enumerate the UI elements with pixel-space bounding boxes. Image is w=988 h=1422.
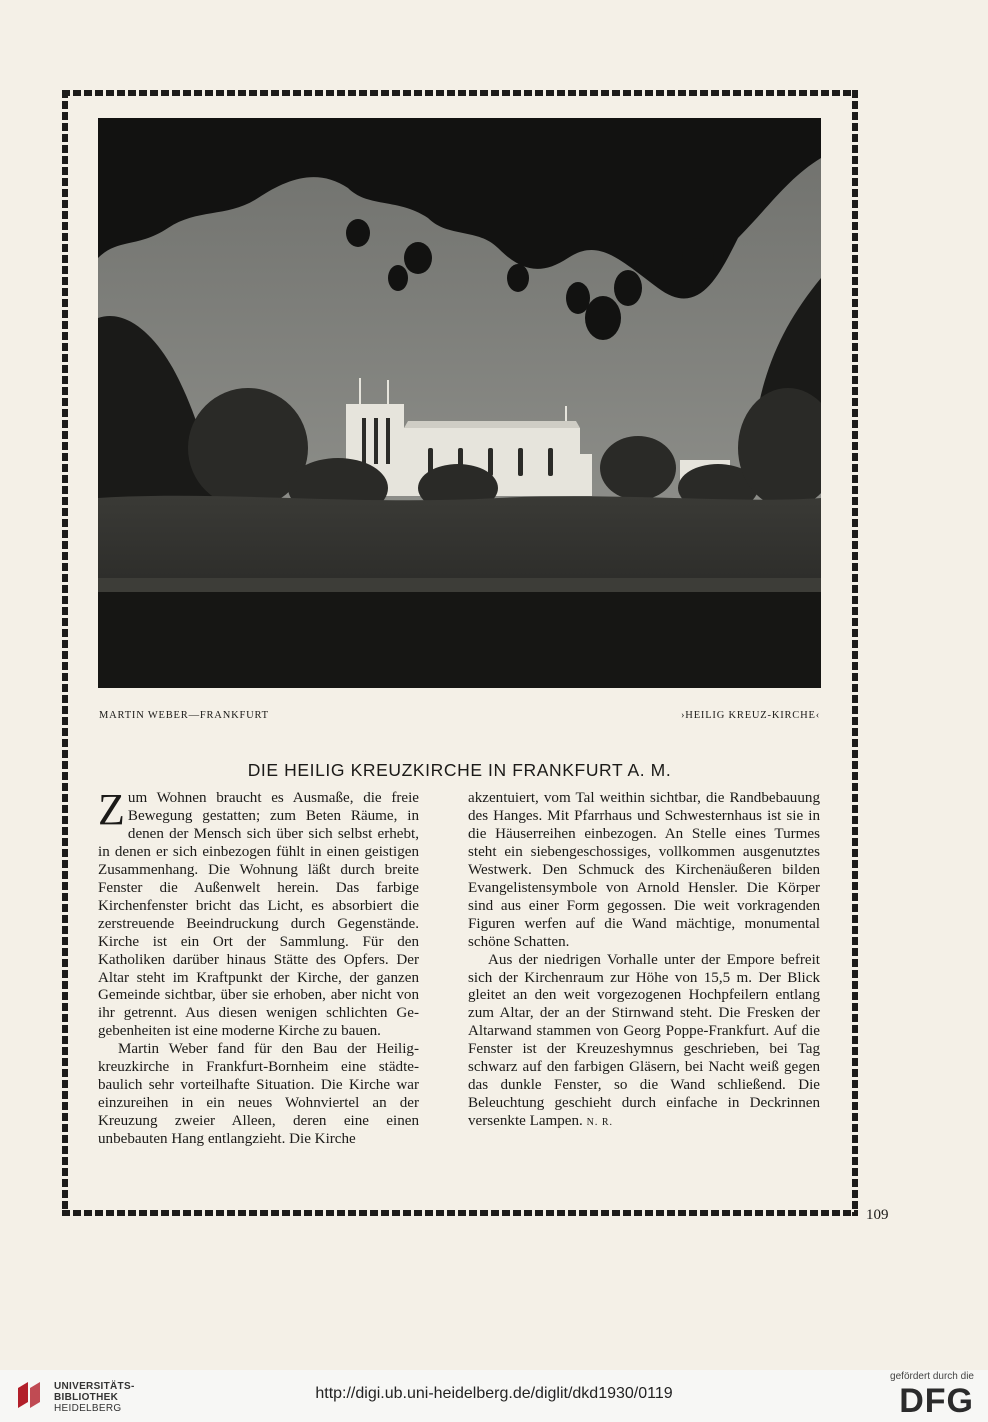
paragraph-text: Aus der niedrigen Vorhalle unter der Empore befreit sich der Kirchenraum zur Höhe von 15,5 m. Der Blick gleitet an den weit vorgezogenen Hochpfeilern entlang zum Altar, der an der Stirnwand steht. Die Fresken der Altarwand stammen von Georg Poppe-Frankfurt. Auf die Fenster ist der Kreuzeshymnus geschrieben, bei Tag schwarz auf den farbigen Gläsern, bei Nacht weiß gegen das dunkle Fenster, so die Wand schließend. Die Beleuchtung geschieht durch einfache in Deckrinnen versenkte Lampen. [468,951,820,1130]
decorative-border-top [62,90,858,96]
article-column-left [98,785,419,1149]
church-photograph [98,118,821,688]
institution-line: UNIVERSITÄTS- [54,1381,135,1392]
photo-caption-photographer: MARTIN WEBER—FRANKFURT [99,710,269,721]
paragraph: Martin Weber fand für den Bau der Heiligkreuzkirche in Frankfurt-Bornheim eine städtebaulich sehr vorteilhafte Situation. Die Kirche war einzureihen in ein neues Wohnviertel an der Kreuzung zweier Alleen, deren eine einen unbebauten Hang entlangzieht. Die Kirche [98,1041,419,1148]
paragraph [98,785,419,1041]
paragraph: akzentuiert, vom Tal weithin sichtbar, die Randbebauung des Hanges. Mit Pfarrhaus und Schwesternhaus ist sie in die Häuserreihen einbezogen. An Stelle eines Turmes steht ein siebengeschossiges, vollkommen ausgenutztes Westwerk. Den Schmuck des Kirchenäußeren bilden Evangelistensymbole von Arnold Hensler. Die Körper sind aus einer Form gegossen. Die weit vorkragenden Figuren werfen auf die Wand mächtige, monumental schöne Schatten. [468,790,820,950]
institution-line: HEIDELBERG [54,1403,122,1414]
drop-cap: Z [98,785,125,834]
paragraph [468,952,820,1133]
photo-caption-subject: ›HEILIG KREUZ-KIRCHE‹ [681,710,820,721]
paragraph-text: um Wohnen braucht es Ausmaße, die freie Bewegung gestatten; zum Beten Räume, in denen der Mensch sich über sich selbst erhebt, in denen er sich einbezogen fühlt in einen geistigen Zusammenhang. Die Wohnung läßt durch breite Fenster die Außenwelt herein. Das farbige Kirchenfenster bricht das Licht, es absorbiert die zerstreuende Beeindruckung durch Gegenstände. Kirche ist ein Ort der Sammlung. Für den Katholiken darüber hinaus Stätte des Opfers. Der Altar steht im Kraftpunkt der Kirche, der ganzen Gemeinde sichtbar, über sie erhoben, aber nicht von ihr getrennt. Aus diesen wenigen schlichten Gegebenheiten ist eine moderne Kirche zu bauen. [98,790,419,1040]
article-column-right [468,790,820,1132]
author-initials: N. R. [586,1117,614,1129]
article-title: DIE HEILIG KREUZKIRCHE IN FRANKFURT A. M. [247,760,672,780]
decorative-border-right [852,90,858,1216]
decorative-border-bottom [62,1210,858,1216]
funder-label: gefördert durch die [890,1371,974,1382]
page-number: 109 [866,1207,889,1223]
dfg-logo: DFG [899,1382,974,1420]
digitization-footer [0,1370,988,1422]
source-url-link[interactable]: http://digi.ub.uni-heidelberg.de/diglit/dkd1930/0119 [315,1385,673,1402]
institution-line: BIBLIOTHEK [54,1392,119,1403]
decorative-border-left [62,90,68,1216]
